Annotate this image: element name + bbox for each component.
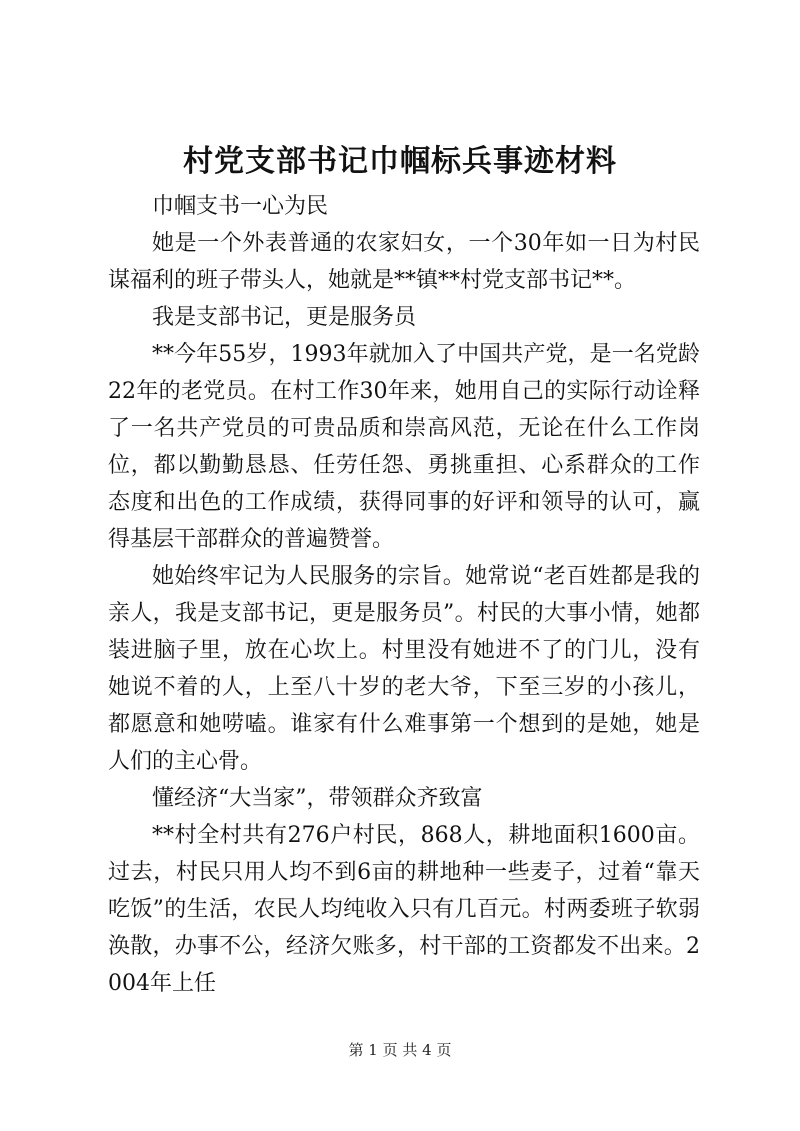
section-heading: 我是支部书记，更是服务员 <box>152 305 417 330</box>
body-paragraph: **村全村共有276户村民，868人，耕地面积1600亩。过去，村民只用人均不到6亩的耕地种一些麦子，过着“靠天吃饭”的生活，农民人均纯收入只有几百元。村两委班子软弱涣散，办事不公，经济欠账多，村干部的工资都发不出来。2004年上任 <box>108 823 700 996</box>
document-title: 村党支部书记巾帼标兵事迹材料 <box>183 144 617 179</box>
body-paragraph: 她始终牢记为人民服务的宗旨。她常说“老百姓都是我的亲人，我是支部书记，更是服务员”。村民的大事小情，她都装进脑子里，放在心坎上。村里没有她进不了的门儿，没有她说不着的人，上至八十岁的老大爷，下至三岁的小孩儿，都愿意和她唠嗑。谁家有什么难事第一个想到的是她，她是人们的主心骨。 <box>108 564 700 774</box>
page-number-footer: 第 1 页 共 4 页 <box>348 1041 452 1059</box>
section-heading: 懂经济“大当家”，带领群众齐致富 <box>152 786 483 811</box>
section-heading: 巾帼支书一心为民 <box>152 194 329 219</box>
body-paragraph: **今年55岁，1993年就加入了中国共产党，是一名党龄22年的老党员。在村工作30年来，她用自己的实际行动诠释了一名共产党员的可贵品质和崇高风范，无论在什么工作岗位，都以勤勤恳恳、任劳任怨、勇挑重担、心系群众的工作态度和出色的工作成绩，获得同事的好评和领导的认可，赢得基层干部群众的普遍赞誉。 <box>108 342 700 552</box>
body-paragraph: 她是一个外表普通的农家妇女，一个30年如一日为村民谋福利的班子带头人，她就是**镇**村党支部书记**。 <box>108 231 700 293</box>
document-body <box>108 188 700 1002</box>
